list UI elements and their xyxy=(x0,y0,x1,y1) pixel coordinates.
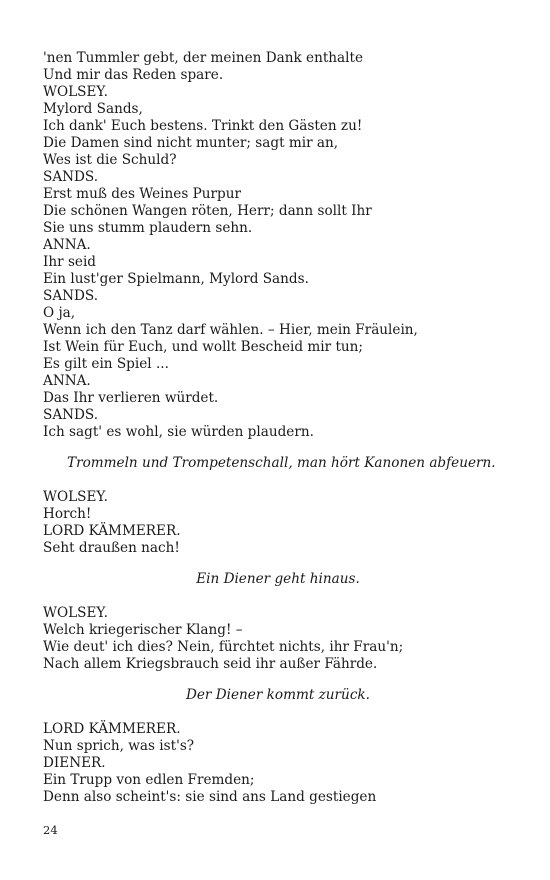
text-block-4 xyxy=(43,721,513,806)
text-line: Wenn ich den Tanz darf wählen. – Hier, mein Fräulein, xyxy=(43,322,418,338)
text-line: 'nen Tummler gebt, der meinen Dank enthalte xyxy=(43,50,363,66)
text-block-2 xyxy=(43,489,513,557)
text-line: LORD KÄMMERER. xyxy=(43,721,181,737)
text-line: O ja, xyxy=(43,305,76,321)
text-line: Ist Wein für Euch, und wollt Bescheid mir tun; xyxy=(43,339,363,355)
text-line: Mylord Sands, xyxy=(43,101,143,117)
page-text xyxy=(43,50,513,806)
text-line: Die Damen sind nicht munter; sagt mir an, xyxy=(43,135,339,151)
text-line: Erst muß des Weines Purpur xyxy=(43,186,241,202)
text-block-3 xyxy=(43,605,513,673)
text-line: WOLSEY. xyxy=(43,605,108,621)
text-line: WOLSEY. xyxy=(43,84,108,100)
text-line: Nach allem Kriegsbrauch seid ihr außer Fährde. xyxy=(43,656,378,672)
text-line: Ein lust'ger Spielmann, Mylord Sands. xyxy=(43,271,309,287)
text-line: Wie deut' ich dies? Nein, fürchtet nichts, ihr Frau'n; xyxy=(43,639,404,655)
text-line: WOLSEY. xyxy=(43,489,108,505)
stage-direction: Der Diener kommt zurück. xyxy=(185,687,370,703)
text-line: LORD KÄMMERER. xyxy=(43,523,181,539)
text-line: Seht draußen nach! xyxy=(43,540,180,556)
text-line: Die schönen Wangen röten, Herr; dann sollt Ihr xyxy=(43,203,372,219)
stage-direction: Trommeln und Trompetenschall, man hört Kanonen abfeuern. xyxy=(67,455,496,471)
text-line: Nun sprich, was ist's? xyxy=(43,738,195,754)
text-block-1 xyxy=(43,50,513,441)
text-line: SANDS. xyxy=(43,169,99,185)
text-line: DIENER. xyxy=(43,755,106,771)
text-line: Welch kriegerischer Klang! – xyxy=(43,622,243,638)
page-number: 24 xyxy=(43,823,58,837)
text-line: ANNA. xyxy=(43,237,91,253)
text-line: Ich dank' Euch bestens. Trinkt den Gästen zu! xyxy=(43,118,363,134)
text-line: Das Ihr verlieren würdet. xyxy=(43,390,219,406)
text-line: Ein Trupp von edlen Fremden; xyxy=(43,772,255,788)
text-line: Ich sagt' es wohl, sie würden plaudern. xyxy=(43,424,314,440)
text-line: Denn also scheint's: sie sind ans Land gestiegen xyxy=(43,789,377,805)
text-line: SANDS. xyxy=(43,288,99,304)
stage-direction: Ein Diener geht hinaus. xyxy=(196,571,360,587)
text-line: Horch! xyxy=(43,506,92,522)
text-line: Sie uns stumm plaudern sehn. xyxy=(43,220,253,236)
text-line: Ihr seid xyxy=(43,254,97,270)
text-line: Und mir das Reden spare. xyxy=(43,67,224,83)
text-line: Wes ist die Schuld? xyxy=(43,152,177,168)
text-line: Es gilt ein Spiel ... xyxy=(43,356,169,372)
text-line: SANDS. xyxy=(43,407,99,423)
text-line: ANNA. xyxy=(43,373,91,389)
